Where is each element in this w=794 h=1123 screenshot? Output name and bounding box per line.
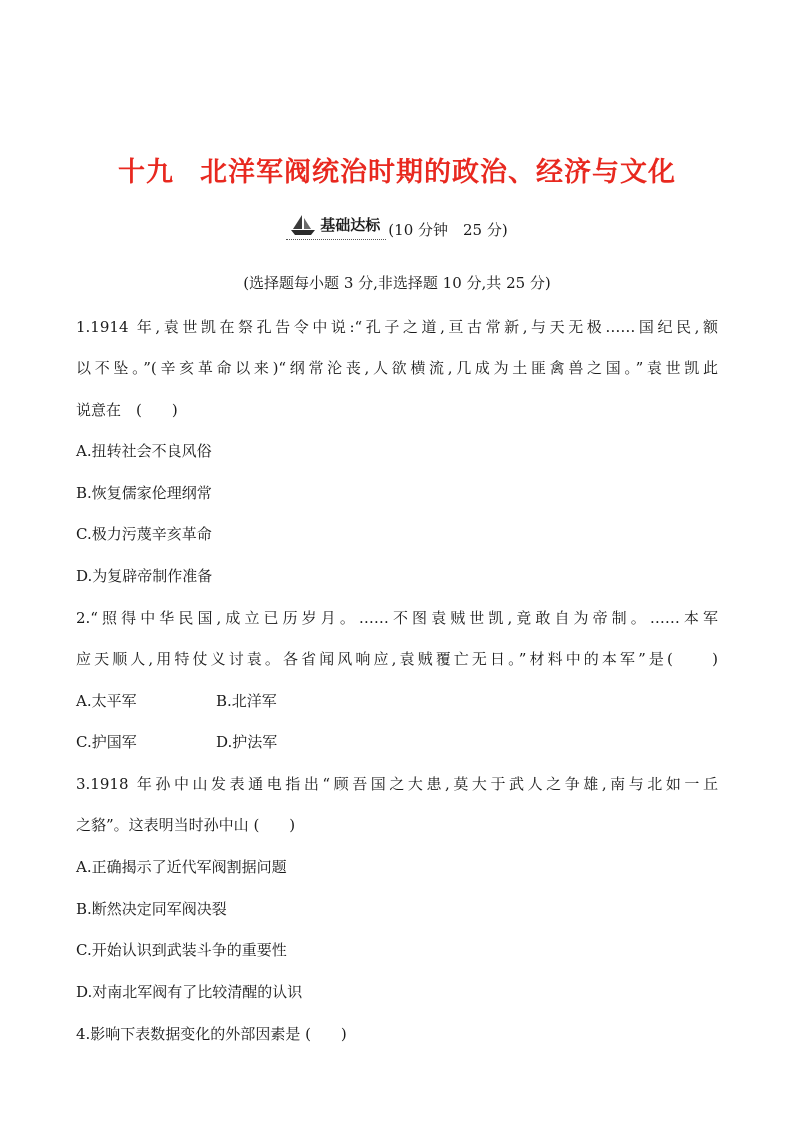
option-3c[interactable]: C.开始认识到武装斗争的重要性 xyxy=(76,941,287,959)
title-text: 北洋军阀统治时期的政治、经济与文化 xyxy=(200,157,676,188)
option-1d[interactable]: D.为复辟帝制作准备 xyxy=(76,567,213,585)
sailboat-icon xyxy=(290,214,316,236)
option-1c[interactable]: C.极力污蔑辛亥革命 xyxy=(76,525,212,543)
option-1b[interactable]: B.恢复儒家伦理纲常 xyxy=(76,484,212,502)
option-2b[interactable]: B.北洋军 xyxy=(216,692,277,710)
section-badge xyxy=(286,214,386,240)
question-3-line-2: 之貉”。这表明当时孙中山 ( ) xyxy=(76,816,296,834)
title-number: 十九 xyxy=(118,157,174,188)
option-3b[interactable]: B.断然决定同军阀决裂 xyxy=(76,900,227,918)
question-1-line-2: 以不坠。”(辛亥革命以来)“纲常沦丧,人欲横流,几成为土匪禽兽之国。”袁世凯此 xyxy=(76,359,718,377)
time-limit: (10 分钟 25 分) xyxy=(388,221,508,239)
question-2-options-row-2 xyxy=(76,731,718,752)
page-title xyxy=(0,150,794,189)
option-2a[interactable]: A.太平军 xyxy=(76,692,137,710)
option-3d[interactable]: D.对南北军阀有了比较清醒的认识 xyxy=(76,983,303,1001)
score-note: (选择题每小题 3 分,非选择题 10 分,共 25 分) xyxy=(243,274,551,292)
question-1-line-1: 1.1914 年,袁世凯在祭孔告令中说:“孔子之道,亘古常新,与天无极……国纪民,额 xyxy=(76,318,718,336)
question-2-line-1: 2.“照得中华民国,成立已历岁月。……不图袁贼世凯,竟敢自为帝制。……本军 xyxy=(76,609,718,627)
option-1a[interactable]: A.扭转社会不良风俗 xyxy=(76,442,212,460)
section-label: 基础达标 xyxy=(320,216,381,234)
section-header xyxy=(0,214,794,240)
question-2-options-row-1 xyxy=(76,690,718,711)
option-3a[interactable]: A.正确揭示了近代军阀割据问题 xyxy=(76,858,287,876)
question-1-line-3: 说意在 ( ) xyxy=(76,401,178,419)
question-4-line-1: 4.影响下表数据变化的外部因素是 ( ) xyxy=(76,1025,347,1043)
option-2c[interactable]: C.护国军 xyxy=(76,733,137,751)
option-2d[interactable]: D.护法军 xyxy=(216,733,278,751)
question-2-line-2: 应天顺人,用特仗义讨袁。各省闻风响应,袁贼覆亡无日。”材料中的本军”是( ) xyxy=(76,650,718,668)
question-3-line-1: 3.1918 年孙中山发表通电指出“顾吾国之大患,莫大于武人之争雄,南与北如一丘 xyxy=(76,775,718,793)
